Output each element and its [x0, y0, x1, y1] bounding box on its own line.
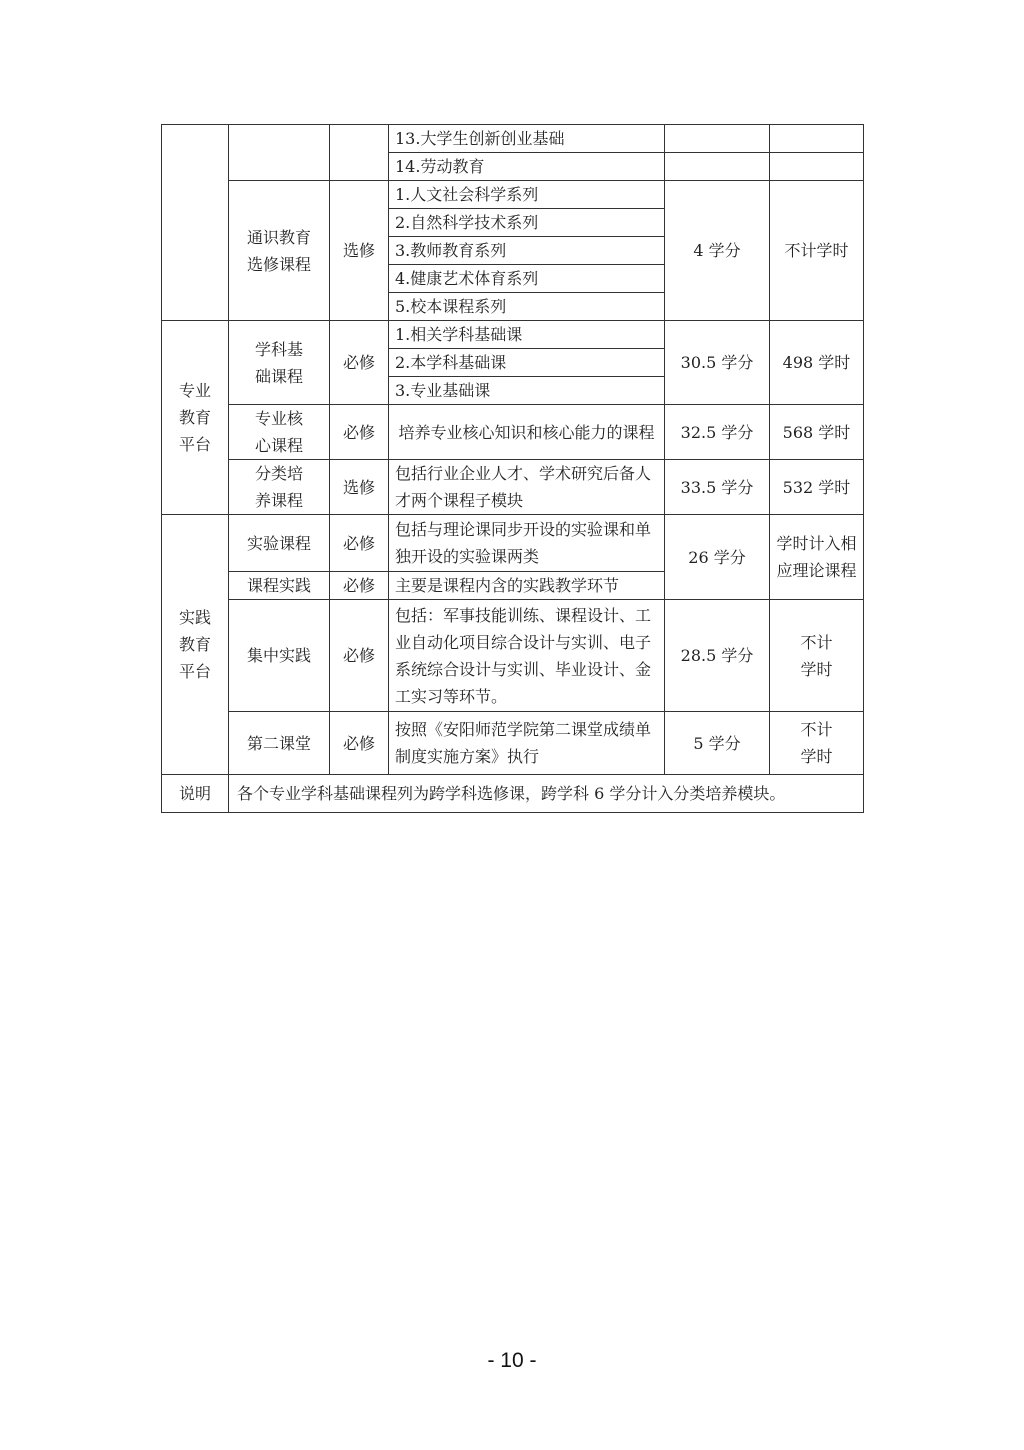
table-row [162, 405, 864, 460]
credits-cell: 32.5 学分 [665, 405, 770, 460]
course-item: 13.大学生创新创业基础 [389, 125, 665, 153]
hours-cell: 不计学时 [770, 712, 864, 775]
table-row [162, 515, 864, 572]
credits-cell [665, 125, 770, 153]
category-classified: 分类培养课程 [229, 460, 330, 515]
course-item: 2.自然科学技术系列 [389, 209, 665, 237]
course-desc: 按照《安阳师范学院第二课堂成绩单制度实施方案》执行 [389, 712, 665, 775]
table-row [162, 125, 864, 153]
table-row [162, 600, 864, 712]
hours-cell: 学时计入相应理论课程 [770, 515, 864, 600]
table-row [162, 775, 864, 813]
course-item: 5.校本课程系列 [389, 293, 665, 321]
hours-cell: 不计学时 [770, 600, 864, 712]
hours-cell: 498 学时 [770, 321, 864, 405]
course-item: 1.人文社会科学系列 [389, 181, 665, 209]
course-item: 4.健康艺术体育系列 [389, 265, 665, 293]
type-cell-continued [330, 125, 389, 181]
course-type: 必修 [330, 600, 389, 712]
course-item: 1.相关学科基础课 [389, 321, 665, 349]
table-row [162, 712, 864, 775]
course-type: 必修 [330, 405, 389, 460]
course-type: 必修 [330, 515, 389, 572]
credits-cell: 33.5 学分 [665, 460, 770, 515]
category-second-classroom: 第二课堂 [229, 712, 330, 775]
category-concentrated: 集中实践 [229, 600, 330, 712]
course-type: 必修 [330, 712, 389, 775]
hours-cell: 532 学时 [770, 460, 864, 515]
credits-cell: 4 学分 [665, 181, 770, 321]
table-row [162, 321, 864, 349]
course-desc: 包括行业企业人才、学术研究后备人才两个课程子模块 [389, 460, 665, 515]
note-text: 各个专业学科基础课程列为跨学科选修课，跨学科 6 学分计入分类培养模块。 [229, 775, 864, 813]
hours-cell: 不计学时 [770, 181, 864, 321]
course-type: 选修 [330, 181, 389, 321]
category-cell-continued [229, 125, 330, 181]
platform-practice: 实践教育平台 [162, 515, 229, 775]
course-item: 3.专业基础课 [389, 377, 665, 405]
course-type: 必修 [330, 572, 389, 600]
platform-professional: 专业教育平台 [162, 321, 229, 515]
hours-cell: 568 学时 [770, 405, 864, 460]
course-type: 必修 [330, 321, 389, 405]
credits-cell: 5 学分 [665, 712, 770, 775]
course-item: 14.劳动教育 [389, 153, 665, 181]
category-experiment: 实验课程 [229, 515, 330, 572]
course-item: 3.教师教育系列 [389, 237, 665, 265]
table-row [162, 181, 864, 209]
category-general-elective: 通识教育选修课程 [229, 181, 330, 321]
curriculum-table [161, 124, 864, 813]
credits-cell: 28.5 学分 [665, 600, 770, 712]
course-type: 选修 [330, 460, 389, 515]
hours-cell [770, 153, 864, 181]
hours-cell [770, 125, 864, 153]
page-number: - 10 - [487, 1349, 537, 1372]
course-desc: 包括与理论课同步开设的实验课和单独开设的实验课两类 [389, 515, 665, 572]
table-row [162, 460, 864, 515]
category-core: 专业核心课程 [229, 405, 330, 460]
course-desc: 包括：军事技能训练、课程设计、工业自动化项目综合设计与实训、电子系统综合设计与实训、毕业设计、金工实习等环节。 [389, 600, 665, 712]
credits-cell [665, 153, 770, 181]
credits-cell: 30.5 学分 [665, 321, 770, 405]
course-item: 2.本学科基础课 [389, 349, 665, 377]
category-course-practice: 课程实践 [229, 572, 330, 600]
category-discipline-basic: 学科基础课程 [229, 321, 330, 405]
credits-cell: 26 学分 [665, 515, 770, 600]
course-desc: 培养专业核心知识和核心能力的课程 [389, 405, 665, 460]
course-desc: 主要是课程内含的实践教学环节 [389, 572, 665, 600]
platform-cell-continued [162, 125, 229, 321]
note-label: 说明 [162, 775, 229, 813]
